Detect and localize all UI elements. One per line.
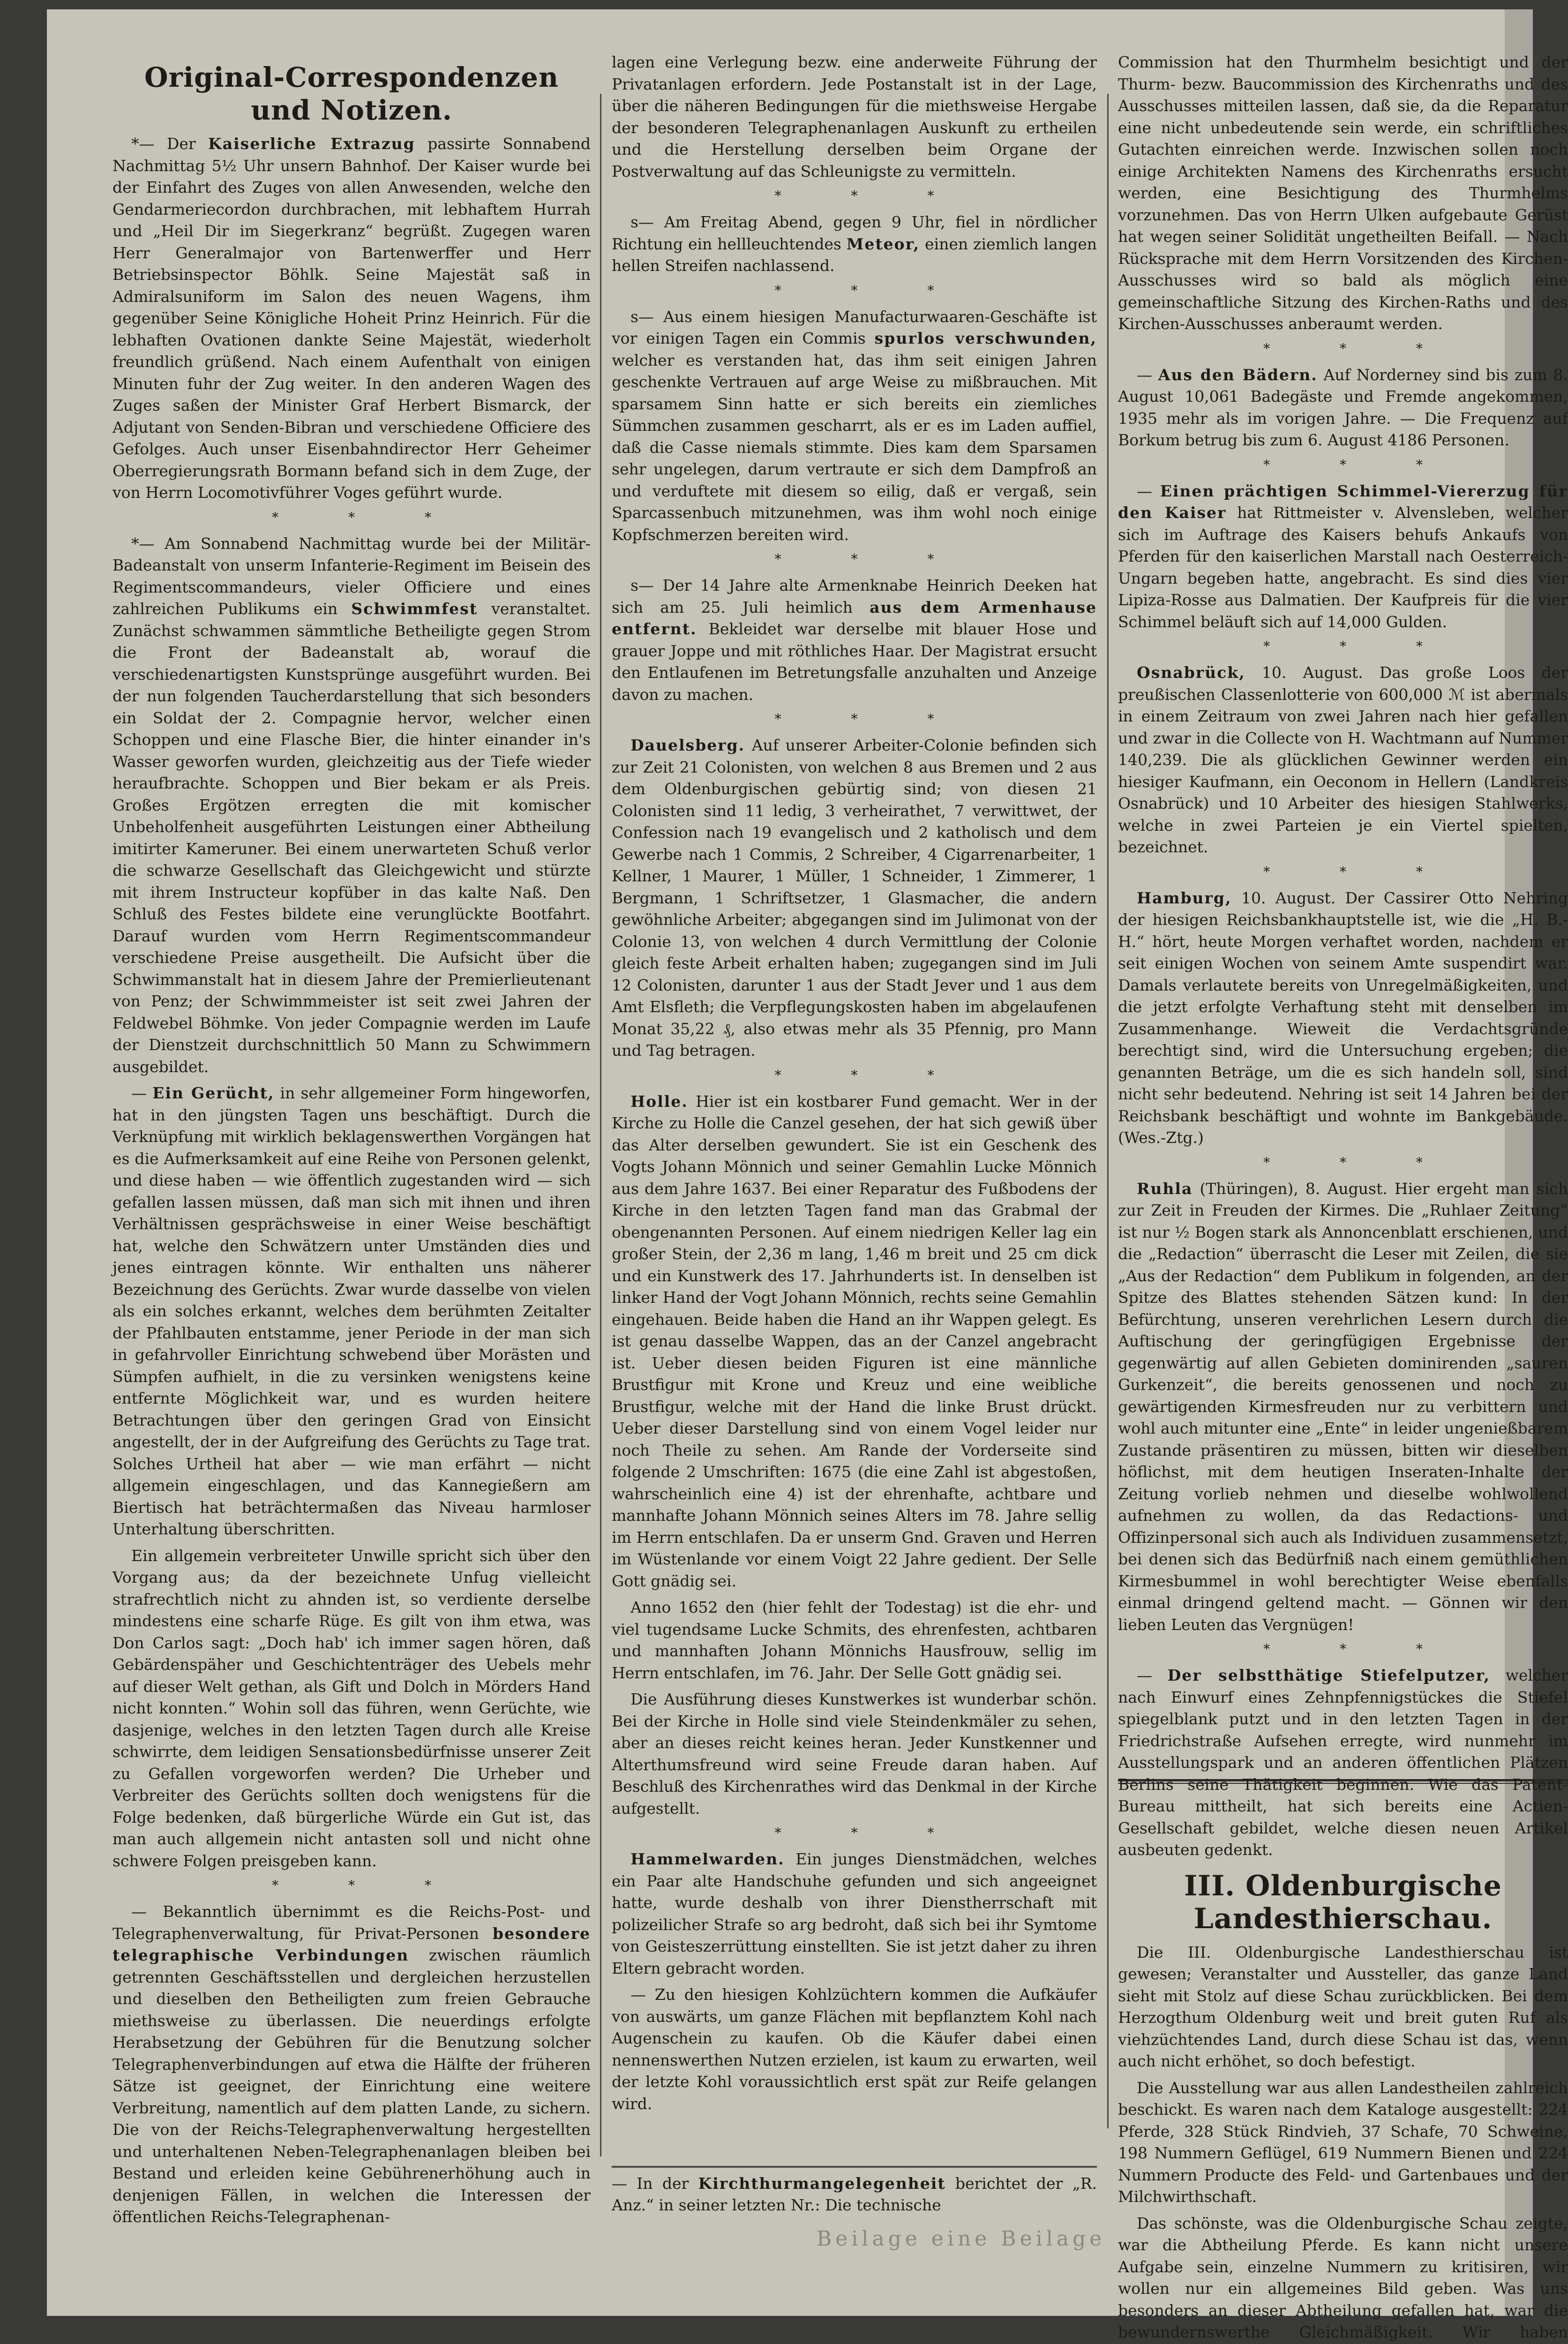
section-heading-landesthierschau: III. Oldenburgische Landesthierschau. [1118,1870,1568,1935]
article-osnabrueck: Osnabrück, 10. August. Das große Loos der preußischen Classenlotterie von 600,000 ℳ ist abermals in einem Zeitraum von zwei Jahren nach hier gefallen und zwar in die Collecte von H. Wachtmann auf Nummer 140,239. Die als glücklichen Gewinner werden ein hiesiger Kaufmann, ein Oeconom in Hellern (Landkreis Osnabrück) und 10 Arbeiter des hiesigen Stahlwerks, welche in zwei Parteien je ein Viertel spielten, bezeichnet. [1118,662,1568,858]
article-landesthierschau-2: Die Ausstellung war aus allen Landestheilen zahlreich beschickt. Es waren nach dem Kataloge ausgestellt: 224 Pferde, 328 Stück Rindvieh, 37 Schafe, 70 Schweine, 198 Nummern Geflügel, 619 Nummern Bienen und 224 Nummern Producte des Feld- und Gartenbaues und der Milchwirthschaft. [1118,2077,1568,2208]
article-geruecht: — Ein Gerücht, in sehr allgemeiner Form hingeworfen, hat in den jüngsten Tagen uns beschäftigt. Durch die Verknüpfung mit wirklich beklagenswerthen Vorgängen hat es die Aufmerksamkeit auf eine Reihe von Personen gelenkt, und diese haben — wie öffentlich zugestanden wird — sich gefallen lassen müssen, daß man sich mit ihnen und ihren Verhältnissen gesprächsweise in einer Weise beschäftigt hat, welche den Schwätzern unter Umständen dies und jenes eintragen könnte. Wir enthalten uns näherer Bezeichnung des Gerüchts. Zwar wurde dasselbe von vielen als ein solches erkannt, welches dem berühmten Zeitalter der Pfahlbauten entstamme, jener Periode in der man sich in gefahrvoller Einrichtung schwebend über Morästen und Sümpfen aufhielt, in die zu versinken wenigstens keine entfernte Möglichkeit war, und es wurden heitere Betrachtungen über den geringen Grad von Einsicht angestellt, der in der Aufgreifung des Gerüchts zu Tage trat. Solches Urtheil hat aber — wie man erfährt — nicht allgemein eingeschlagen, und das Kannegießern am Biertisch hat beträchtermaßen das Niveau harmloser Unterhaltung überschritten. [113,1082,591,1540]
separator-stars: * * * [1118,638,1568,655]
separator-stars: * * * [612,1824,1097,1842]
article-geruecht-cont: Ein allgemein verbreiteter Unwille spricht sich über den Vorgang aus; da der bezeichnete Unfug vielleicht strafrechtlich nicht zu ahnden ist, so verdiente derselbe mindestens eine scharfe Rüge. Es gilt von ihm etwa, was Don Carlos sagt: „Doch hab' ich immer sagen hören, daß Gebärdenspäher und Geschichtenträger des Uebels mehr auf dieser Welt gethan, als Gift und Dolch in Mörders Hand nicht konnten.“ Wohin soll das führen, wenn Gerüchte, wie dasjenige, welches in den letzten Tagen durch alle Kreise schwirrte, dem leidigen Sensationsbedürfnisse unserer Zeit zu Gefallen vorgeworfen werden? Die Urheber und Verbreiter des Gerüchts sollten doch wenigstens für die Folge bedenken, daß bürgerliche Würde ein Gut ist, das man auch allgemein nicht antasten soll und nicht ohne schwere Folgen preisgeben kann. [113,1545,591,1872]
column-1 [113,52,591,2105]
article-hammelwarden: Hammelwarden. Ein junges Dienstmädchen, welches ein Paar alte Handschuhe gefunden und sich angeeignet hatte, wurde deshalb von ihrer Dienstherrschaft mit polizeilicher Strafe so arg bedroht, daß sich bei ihr Symtome von Geisteszerrüttung einstellten. Sie ist jetzt daher zu ihren Eltern gebracht worden. [612,1848,1097,1979]
article-landesthierschau-3: Das schönste, was die Oldenburgische Schau zeigte, war die Abtheilung Pferde. Es kann nicht unsere Aufgabe sein, einzelne Nummern zu kritisiren, wir wollen nur ein allgemeines Bild geben. Was uns besonders an dieser Abtheilung gefallen hat, war die bewundernswerthe Gleichmäßigkeit. Wir haben [1118,2213,1568,2344]
article-ruhla: Ruhla (Thüringen), 8. August. Hier ergeht man sich zur Zeit in Freuden der Kirmes. Die „Ruhlaer Zeitung“ ist nur ½ Bogen stark als Annoncenblatt erschienen, und die „Redaction“ überrascht die Leser mit Zeilen, die sie „Aus der Redaction“ dem Publikum in folgenden, an der Spitze des Blattes stehenden Sätzen kund: In der Befürchtung, unseren verehrlichen Lesern durch die Auftischung der geringfügigen Ergebnisse der gegenwärtig auf allen Gebieten dominirenden „sauren Gurkenzeit“, die bereits genossenen und noch zu gewärtigenden Kirmesfreuden nur zu verbittern und wohl auch mitunter eine „Ente“ in leider ungenießbarem Zustande präsentiren zu müssen, bitten wir dieselben höflichst, mit dem heutigen Inseraten-Inhalte der Zeitung vorlieb nehmen und dieselbe wohlwollend aufnehmen zu wollen, da das Redactions- und Offizinpersonal sich auch als Individuen zusammensetzt, bei denen sich das Bedürfniß nach einem gemüthlichen Kirmesbummel in wohl berechtigter Weise ebenfalls einmal dringend geltend macht. — Gönnen wir den lieben Leuten das Vergnügen! [1118,1178,1568,1636]
separator-stars: * * * [612,187,1097,205]
separator-stars: * * * [612,1067,1097,1084]
column-divider [612,2166,1097,2168]
article-kaiserzug: *— Der Kaiserliche Extrazug passirte Sonnabend Nachmittag 5½ Uhr unsern Bahnhof. Der Kaiser wurde bei der Einfahrt des Zuges von allen Anwesenden, welche den Gendarmeriecordon durchbrachen, mit lebhaftem Hurrah und „Heil Dir im Siegerkranz“ begrüßt. Zugegen waren Herr Generalmajor von Bartenwerffer und Herr Betriebsinspector Böhlk. Seine Majestät saß in Admiralsuniform im Salon des neuen Wagens, ihm gegenüber Seine Königliche Hoheit Prinz Heinrich. Für die lebhaften Ovationen dankte Seine Majestät, wiederholt freundlich grüßend. Nach einem Aufenthalt von einigen Minuten fuhr der Zug weiter. In den anderen Wagen des Zuges saßen der Minister Graf Herbert Bismarck, der Adjutant von Senden-Bibran und verschiedene Officiere des Gefolges. Auch unser Eisenbahndirector Herr Geheimer Oberregierungsrath Bormann befand sich in dem Zuge, der von Herrn Locomotivführer Voges geführt wurde. [113,133,591,504]
separator-stars: * * * [612,550,1097,568]
article-armenknabe: s— Der 14 Jahre alte Armenknabe Heinrich Deeken hat sich am 25. Juli heimlich aus dem Armenhause entfernt. Bekleidet war derselbe mit blauer Hose und grauer Joppe und mit röthliches Haar. Der Magistrat ersucht den Entlaufenen im Betretungsfalle anzuhalten und Anzeige davon zu machen. [612,575,1097,706]
separator-stars: * * * [1118,1640,1568,1658]
article-schimmel: — Einen prächtigen Schimmel-Viererzug für den Kaiser hat Rittmeister v. Alvensleben, welcher sich im Auftrage des Kaisers behufs Ankaufs von Pferden für den kaiserlichen Marstall nach Oesterreich-Ungarn begeben hatte, angebracht. Es sind dies vier Lipiza-Rosse aus Dalmatien. Der Kaufpreis für die vier Schimmel beläuft sich auf 14,000 Gulden. [1118,481,1568,633]
separator-stars: * * * [1118,456,1568,474]
column-3 [1118,52,1568,2105]
separator-stars: * * * [113,509,591,526]
article-telegraph-cont: lagen eine Verlegung bezw. eine anderweite Führung der Privatanlagen erfordern. Jede Postanstalt ist in der Lage, über die näheren Bedingungen für die miethsweise Hergabe der besonderen Telegraphenanlagen Auskunft zu ertheilen und die Herstellung derselben beim Organe der Postverwaltung auf das Schleunigste zu vermitteln. [612,52,1097,182]
article-telegraph: — Bekanntlich übernimmt es die Reichs-Post- und Telegraphenverwaltung, für Privat-Personen besondere telegraphische Verbindungen zwischen räumlich getrennten Geschäftsstellen und dergleichen herzustellen und dieselben den Betheiligten zum freien Gebrauche miethsweise zu überlassen. Die neuerdings erfolgte Herabsetzung der Gebühren für die Benutzung solcher Telegraphenverbindungen auf etwa die Hälfte der früheren Sätze ist geeignet, der Einrichtung eine weitere Verbreitung, namentlich auf dem platten Lande, zu sichern. Die von der Reichs-Telegraphenverwaltung hergestellten und unterhaltenen Neben-Telegraphenanlagen bleiben bei Bestand und erleiden keine Gebührenerhöhung auch in denjenigen Fällen, in welchen die Interessen der öffentlichen Reichs-Telegraphenan- [113,1901,591,2228]
article-holle-inscription: Anno 1652 den (hier fehlt der Todestag) ist die ehr- und viel tugendsame Lucke Schmits, des ehrenfesten, achtbaren und mannhaften Johann Mönnichs Hausfrouw, sellig im Herrn entschlafen, im 76. Jahr. Der Selle Gott gnädig sei. [612,1597,1097,1684]
article-holle: Holle. Hier ist ein kostbarer Fund gemacht. Wer in der Kirche zu Holle die Canzel gesehen, der hat sich gewiß über das Alter derselben gewundert. Sie ist ein Geschenk des Vogts Johann Mönnich und seiner Gemahlin Lucke Mönnich aus dem Jahre 1637. Bei einer Reparatur des Fußbodens der Kirche in den letzten Tagen fand man das Grabmal der obengenannten Personen. Auf einem niedrigen Keller lag ein großer Stein, der 2,36 m lang, 1,46 m breit und 25 cm dick und ein Kunstwerk des 17. Jahrhunderts ist. In denselben ist linker Hand der Vogt Johann Mönnich, rechts seine Gemahlin eingehauen. Beide haben die Hand an ihr Wappen gelegt. Es ist genau dasselbe Wappen, das an der Canzel angebracht ist. Ueber diesen beiden Figuren ist eine männliche Brustfigur mit Krone und Kreuz und eine weibliche Brustfigur, welche mit der Hand die linke Brust drückt. Ueber dieser Darstellung sind von einem Vogel leider nur noch Theile zu sehen. Am Rande der Vorderseite sind folgende 2 Umschriften: 1675 (die eine Zahl ist abgestoßen, wahrscheinlich eine 4) ist der ehrenhafte, achtbare und mannhafte Johann Mönnich seines Alters im 78. Jahre sellig im Herrn entschlafen. Da er unserm Gnd. Graven und Herren im Wüstenlande vor einem Voigt 22 Jahre gedient. Der Selle Gott gnädig sei. [612,1091,1097,1593]
separator-stars: * * * [1118,863,1568,881]
article-landesthierschau: Die III. Oldenburgische Landesthierschau ist gewesen; Veranstalter und Aussteller, das ganze Land sieht mit Stolz auf diese Schau zurückblicken. Bei dem Herzogthum Oldenburg weit und breit guten Ruf als viehzüchtendes Land, durch diese Schau ist das, wenn auch nicht erhöhet, so doch befestigt. [1118,1942,1568,2073]
article-schwimmfest: *— Am Sonnabend Nachmittag wurde bei der Militär-Badeanstalt von unserm Infanterie-Regiment im Beisein des Regimentscommandeurs, vieler Officiere und eines zahlreichen Publikums ein Schwimmfest veranstaltet. Zunächst schwammen sämmtliche Betheiligte gegen Strom die Front der Badeanstalt ab, worauf die verschiedenartigsten Kunstsprünge ausgeführt wurden. Bei der nun folgenden Taucherdarstellung that sich besonders ein Soldat der 2. Compagnie hervor, welcher einen Schoppen und eine Flasche Bier, die hinter einander in's Wasser geworfen wurden, gleichzeitig aus der Tiefe wieder heraufbrachte. Schoppen und Bier bekam er als Preis. Großes Ergötzen erregten die mit komischer Unbeholfenheit ausgeführten Leistungen einer Abtheilung imitirter Kameruner. Bei einem unerwarteten Schuß verlor die schwarze Gesellschaft das Gleichgewicht und stürzte mit ihrem Instructeur kopfüber in das kalte Naß. Den Schluß des Festes bildete eine verunglückte Bootfahrt. Darauf wurden vom Herrn Regimentscommandeur verschiedene Preise ausgetheilt. Die Aufsicht über die Schwimmanstalt hat in diesem Jahre der Premierlieutenant von Penz; der Schwimmmeister ist seit zwei Jahren der Feldwebel Böhmke. Von jeder Compagnie werden im Laufe der Dienstzeit durchschnittlich 50 Mann zu Schwimmern ausgebildet. [113,533,591,1078]
separator-stars: * * * [1118,340,1568,358]
separator-stars: * * * [1118,1154,1568,1172]
article-kohl: — Zu den hiesigen Kohlzüchtern kommen die Aufkäufer von auswärts, um ganze Flächen mit bepflanztem Kohl nach Augenschein zu kaufen. Ob die Käufer dabei einen nennenswerthen Nutzen erzielen, ist kaum zu erwarten, weil der letzte Kohl voraussichtlich erst spät zur Reife gelangen wird. [612,1984,1097,2115]
article-stiefelputzer: — Der selbstthätige Stiefelputzer, welcher nach Einwurf eines Zehnpfennigstückes die Stiefel spiegelblank putzt und in den letzten Tagen in der Friedrichstraße Aufsehen erregte, wird nunmehr im Ausstellungspark und an anderen öffentlichen Plätzen Berlins seine Thätigkeit beginnen. Wie das Patent-Bureau mittheilt, hat sich bereits eine Actien-Gesellschaft gebildet, welche diesen neuen Artikel ausbeuten gedenkt. [1118,1665,1568,1861]
separator-stars: * * * [612,282,1097,300]
separator-stars: * * * [113,1877,591,1894]
article-holle-end: Die Ausführung dieses Kunstwerkes ist wunderbar schön. Bei der Kirche in Holle sind viele Steindenkmäler zu sehen, aber an dieses reicht keines heran. Jeder Kunstkenner und Alterthumsfreund wird seine Freude daran haben. Auf Beschluß des Kirchenrathes wird das Denkmal in der Kirche aufgestellt. [612,1689,1097,1819]
bleed-through-text: Beilage eine Beilage [656,2227,1266,2251]
article-dauelsberg: Dauelsberg. Auf unserer Arbeiter-Colonie befinden sich zur Zeit 21 Colonisten, von welchen 8 aus Bremen und 2 aus dem Oldenburgischen gebürtig sind; von diesen 21 Colonisten sind 11 ledig, 3 verheirathet, 7 verwittwet, der Confession nach 19 evangelisch und 2 katholisch und dem Gewerbe nach 1 Commis, 2 Schreiber, 4 Cigarrenarbeiter, 1 Kellner, 1 Maurer, 1 Müller, 1 Schneider, 1 Zimmerer, 1 Bergmann, 1 Schriftsetzer, 1 Glasmacher, die andern gewöhnliche Arbeiter; abgegangen sind im Julimonat von der Colonie 13, von welchen 4 durch Vermittlung der Colonie gleich feste Arbeit erhalten haben; zugegangen sind im Juli 12 Colonisten, darunter 1 aus der Stadt Jever und 1 aus dem Amt Elsfleth; die Verpflegungskosten haben im abgelaufenen Monat 35,22 ₰, also etwas mehr als 35 Pfennig, pro Mann und Tag betragen. [612,735,1097,1062]
article-hamburg: Hamburg, 10. August. Der Cassirer Otto Nehring der hiesigen Reichsbankhauptstelle ist, wie die „H. B.-H.“ hört, heute Morgen verhaftet worden, nachdem er seit einigen Wochen von seinem Amte suspendirt war. Damals verlautete bereits von Unregelmäßigkeiten, und die jetzt erfolgte Verhaftung steht mit denselben im Zusammenhange. Wieweit die Verdachtsgründe berechtigt sind, wird die Untersuchung ergeben; die genannten Beträge, um die es sich handeln soll, sind nicht sehr bedeutend. Nehring ist seit 14 Jahren bei der Reichsbank beschäftigt und wohnte im Bankgebäude. (Wes.-Ztg.) [1118,887,1568,1149]
column-2 [612,52,1097,2039]
article-baeder: — Aus den Bädern. Auf Norderney sind bis zum 8. August 10,061 Badegäste und Fremde angekommen, 1935 mehr als im vorigen Jahre. — Die Frequenz auf Borkum betrug bis zum 6. August 4186 Personen. [1118,364,1568,451]
separator-stars: * * * [612,710,1097,728]
article-meteor: s— Am Freitag Abend, gegen 9 Uhr, fiel in nördlicher Richtung ein hellleuchtendes Meteor, einen ziemlich langen hellen Streifen nachlassend. [612,211,1097,277]
article-kirchthurm: — In der Kirchthurmangelegenheit berichtet der „R. Anz.“ in seiner letzten Nr.: Die technische [612,2173,1097,2216]
newspaper-page [47,9,1533,2316]
column-rule [600,94,601,2156]
column-rule [1107,94,1109,2128]
section-heading: Original-Correspondenzen und Notizen. [113,61,591,127]
article-commis: s— Aus einem hiesigen Manufacturwaaren-Geschäfte ist vor einigen Tagen ein Commis spurlos verschwunden, welcher es verstanden hat, das ihm seit einigen Jahren geschenkte Vertrauen auf arge Weise zu mißbrauchen. Mit sparsamem Sinn hatte er sich bereits ein ziemliches Sümmchen zusammen gescharrt, als er es im Laden auffiel, daß die Casse niemals stimmte. Dies kam dem Sparsamen sehr ungelegen, darum vertraute er sich dem Dampfroß an und verduftete mit diesem so eilig, daß er vergaß, sein Sparcassenbuch mitzunehmen, was ihm wohl noch einige Kopfschmerzen bereiten wird. [612,306,1097,546]
article-kirchthurm-cont: Commission hat den Thurmhelm besichtigt und der Thurm- bezw. Baucommission des Kirchenraths und des Ausschusses mitteilen lassen, daß sie, da die Reparatur eine nicht unbedeutende sein werde, ein schriftliches Gutachten einreichen werde. Inzwischen sollen noch einige Architekten Namens des Kirchenraths ersucht werden, eine Besichtigung des Thurmhelms vorzunehmen. Das von Herrn Ulken aufgebaute Gerüst hat wegen seiner Solidität ungetheilten Beifall. — Nach Rücksprache mit dem Herrn Vorsitzenden des Kirchen-Ausschusses wird so bald als möglich eine gemeinschaftliche Sitzung des Kirchen-Raths und des Kirchen-Ausschusses anberaumt werden. [1118,52,1568,335]
